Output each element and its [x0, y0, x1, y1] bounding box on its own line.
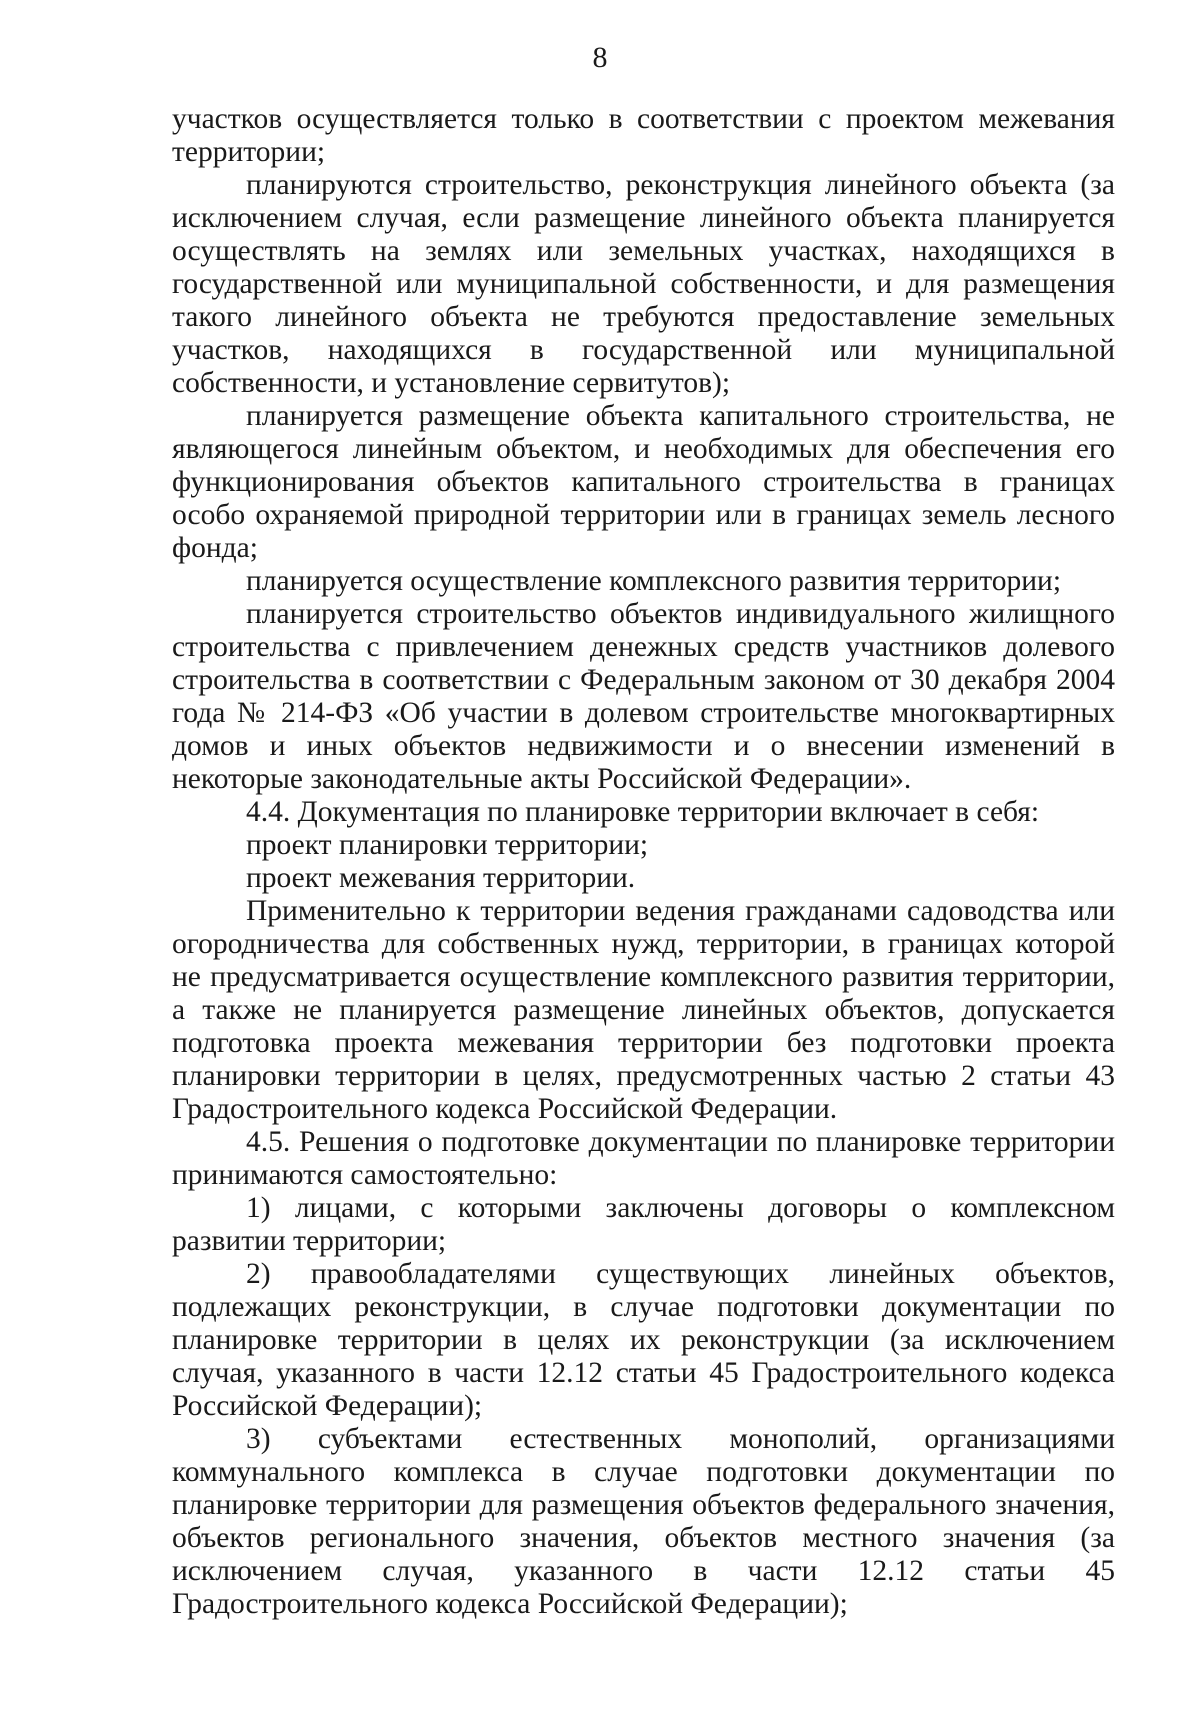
paragraph: планируется осуществление комплексного развития территории;	[246, 565, 1062, 597]
list-item: 2) правообладателями существующих линейных объектов, подлежащих реконструкции, в случае подготовки документации по планировке территории в целях их реконструкции (за исключением случая, указанного в части 12.12 статьи 45 Градостроительного кодекса Российской Федерации);	[172, 1258, 1115, 1422]
section-heading-4-4: 4.4. Документация по планировке территории включает в себя:	[246, 796, 1040, 828]
section-heading-4-5: 4.5. Решения о подготовке документации по планировке территории принимаются самостоятельно:	[172, 1126, 1115, 1191]
paragraph: Применительно к территории ведения гражданами садоводства или огородничества для собственных нужд, территории, в границах которой не предусматривается осуществление комплексного развития территории, а также не планируется размещение линейных объектов, допускается подготовка проекта межевания территории без подготовки проекта планировки территории в целях, предусмотренных частью 2 статьи 43 Градостроительного кодекса Российской Федерации.	[172, 895, 1115, 1125]
document-body	[172, 103, 1115, 1621]
paragraph: проект планировки территории;	[246, 829, 649, 861]
paragraph: планируется размещение объекта капитального строительства, не являющегося линейным объектом, и необходимых для обеспечения его функционирования объектов капитального строительства в границах особо охраняемой природной территории или в границах земель лесного фонда;	[172, 400, 1115, 564]
paragraph: планируются строительство, реконструкция линейного объекта (за исключением случая, если размещение линейного объекта планируется осуществлять на землях или земельных участках, находящихся в государственной или муниципальной собственности, и для размещения такого линейного объекта не требуются предоставление земельных участков, находящихся в государственной или муниципальной собственности, и установление сервитутов);	[172, 169, 1115, 399]
page-number: 8	[592, 41, 608, 74]
list-item: 3) субъектами естественных монополий, организациями коммунального комплекса в случае подготовки документации по планировке территории для размещения объектов федерального значения, объектов регионального значения, объектов местного значения (за исключением случая, указанного в части 12.12 статьи 45 Градостроительного кодекса Российской Федерации);	[172, 1423, 1115, 1620]
paragraph: участков осуществляется только в соответствии с проектом межевания территории;	[172, 103, 1115, 168]
list-item: 1) лицами, с которыми заключены договоры о комплексном развитии территории;	[172, 1192, 1115, 1257]
paragraph: проект межевания территории.	[246, 862, 636, 894]
paragraph: планируется строительство объектов индивидуального жилищного строительства с привлечением денежных средств участников долевого строительства в соответствии с Федеральным законом от 30 декабря 2004 года № 214-ФЗ «Об участии в долевом строительстве многоквартирных домов и иных объектов недвижимости и о внесении изменений в некоторые законодательные акты Российской Федерации».	[172, 598, 1115, 795]
